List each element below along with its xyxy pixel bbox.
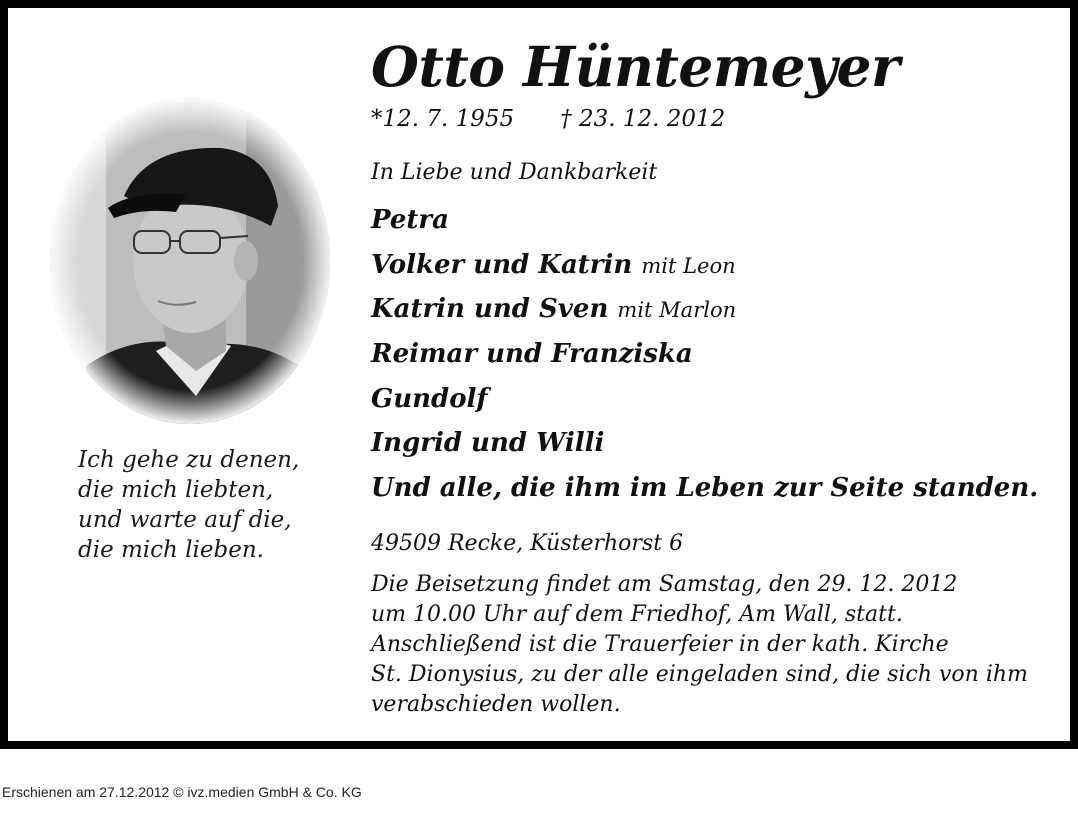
publication-footer: Erschienen am 27.12.2012 © ivz.medien GmbH & Co. KG bbox=[2, 784, 362, 800]
mourners-list bbox=[371, 198, 1038, 511]
mourner-entry bbox=[371, 421, 1038, 466]
mourner-name: Katrin und Sven bbox=[371, 294, 609, 325]
mourner-extra: mit Leon bbox=[641, 253, 736, 278]
poem-line: Ich gehe zu denen, bbox=[78, 447, 300, 473]
poem bbox=[78, 445, 299, 565]
deceased-name: Otto Hüntemeyer bbox=[371, 34, 900, 99]
address: 49509 Recke, Küsterhorst 6 bbox=[371, 531, 684, 556]
mourner-entry bbox=[371, 466, 1038, 511]
mourner-name: Gundolf bbox=[371, 383, 488, 414]
intro-text: In Liebe und Dankbarkeit bbox=[371, 160, 658, 185]
poem-line: die mich lieben. bbox=[78, 537, 264, 563]
mourner-name: Volker und Katrin bbox=[371, 249, 633, 280]
funeral-line: Anschließend ist die Trauerfeier in der kath. Kirche bbox=[371, 632, 949, 657]
poem-line: und warte auf die, bbox=[78, 507, 292, 533]
poem-line: die mich liebten, bbox=[78, 477, 274, 503]
mourner-name: Ingrid und Willi bbox=[371, 428, 605, 459]
funeral-line: St. Dionysius, zu der alle eingeladen sind, die sich von ihm bbox=[371, 662, 1028, 687]
portrait-photo bbox=[46, 96, 334, 426]
funeral-details bbox=[371, 570, 1028, 720]
mourner-name: Und alle, die ihm im Leben zur Seite standen. bbox=[371, 473, 1039, 504]
mourner-entry bbox=[371, 198, 1038, 243]
mourner-entry bbox=[371, 332, 1038, 377]
death-date: † 23. 12. 2012 bbox=[560, 106, 726, 132]
mourner-name: Reimar und Franziska bbox=[371, 339, 693, 370]
mourner-entry bbox=[371, 243, 1038, 288]
funeral-line: Die Beisetzung findet am Samstag, den 29. 12. 2012 bbox=[371, 572, 958, 597]
mourner-entry bbox=[371, 377, 1038, 422]
funeral-line: um 10.00 Uhr auf dem Friedhof, Am Wall, statt. bbox=[371, 602, 903, 627]
birth-date: *12. 7. 1955 bbox=[371, 106, 515, 132]
mourner-extra: mit Marlon bbox=[617, 298, 737, 323]
funeral-line: verabschieden wollen. bbox=[371, 692, 621, 717]
life-dates bbox=[371, 106, 725, 132]
mourner-name: Petra bbox=[371, 205, 449, 235]
mourner-entry bbox=[371, 287, 1038, 332]
